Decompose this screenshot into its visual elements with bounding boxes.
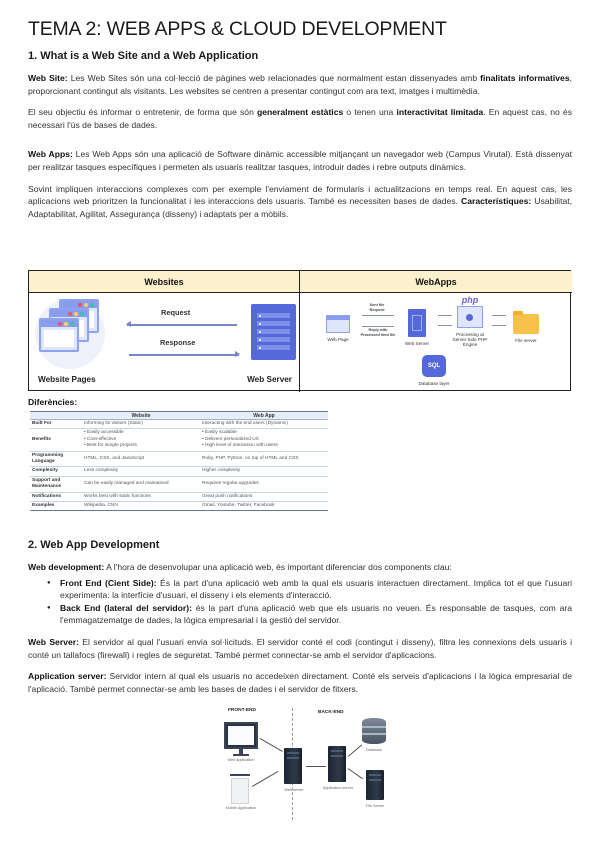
document-page: [28, 18, 572, 229]
paragraph-web-server: Web Server: El servidor al qual l'usuari envia sol·licituds. El servidor conté el codi (contingut i disseny), filtra les connexions dels usuaris i conté un tallafocs (firewall) i regles de seguretat. També permet connectar-se amb el servidor d'aplicacions.: [28, 636, 572, 660]
connection-line: [252, 771, 278, 787]
php-logo: php: [461, 295, 479, 305]
table-row: Examples Wikipedia, CNN Gmail, Youtube, Twitter, Facebook: [30, 502, 328, 511]
websites-diagram: [29, 293, 300, 392]
webapps-diagram: [300, 293, 572, 392]
mobile-application-label: Mobile Application: [225, 806, 257, 810]
paragraph-application-server: Application server: Servidor intern al qual els usuaris no accedeixen directament. Conté els serveis d'aplicacions i la lògica empresarial de l'aplicació. També permet connectar-se amb les bases de dades i el servidor de fitxers.: [28, 671, 572, 694]
request-label: Sent file Request: [369, 303, 385, 312]
term-web-apps: Web Apps:: [28, 149, 73, 160]
table-row: Benefits • Easily accessible • Cost-effective • Best for simple projects • Easily scalable • Delivers personalized UX • High level of interaction with users: [30, 429, 328, 451]
php-processing-node: php Processing at Server Side PHP Engine: [450, 295, 490, 347]
table-row: Built For Informing its visitors (Static) Interacting with the end users (Dynamic): [30, 420, 328, 429]
database-layer-node: SQL Database layer: [414, 355, 454, 386]
web-server-label: Web server: [284, 788, 304, 792]
web-server-node: Web Server: [400, 309, 434, 346]
paragraph-web-site-goal: El seu objectiu és informar o entretenir, de forma que són generalment estàtics o tenen una interactivitat limitada. En aquest cas, no és necessari l'ús de bases de dades.: [28, 107, 572, 130]
request-label: Request: [161, 308, 191, 317]
browser-window-icon: [39, 318, 79, 352]
response-label: Response: [160, 338, 196, 347]
connection-line: [348, 768, 363, 779]
paragraph-web-development: Web development: A l'hora de desenvolupar una aplicació web, és important diferenciar dos components clau:: [28, 562, 452, 572]
connection-line: [306, 766, 326, 767]
reply-label: Reply with Processed html file: [360, 328, 396, 337]
web-server-label: Web Server: [247, 375, 292, 384]
file-server-label: File Server: [365, 804, 385, 808]
arrow-right-icon: [129, 354, 239, 356]
paragraph-web-apps: Web Apps: Les Web Apps són una aplicació de Software dinàmic accessible mitjançant un navegador web (Campus Virutal). Està dissenyat per realitzar tasques específiques i permeten als usuaris realitzar tasques, introduir dades i rebre outputs dinàmics.: [28, 149, 572, 172]
web-page-node: Web Page: [322, 315, 354, 342]
arrow-left-icon: [492, 325, 506, 326]
section-1-heading: 1. What is a Web Site and a Web Application: [28, 50, 259, 62]
arrow-left-icon: [127, 324, 237, 326]
paragraph-web-apps-detail: Sovint impliquen interaccions complexes com per exemple l'enviament de formularis i actualitzacions en temps real. En aquest cas, les aplicacions web prioritzen la funcionalitat i les interaccions dels usuaris. També es necessiten bases de dades. Característiques: Usabilitat, Adaptabilitat, Agilitat, Assegurança (disseny) i adaptats per a mòbils.: [28, 183, 573, 219]
table-row: Support and Maintenance Can be easily managed and maintained Requires regular upgrades: [30, 476, 328, 492]
arrow-left-icon: [362, 326, 394, 327]
table-header-row: [30, 412, 328, 420]
webapps-header: WebApps: [300, 271, 572, 293]
comparison-table: [28, 270, 571, 391]
arrow-right-icon: [492, 315, 506, 316]
paragraph-web-site: Web Site: Les Web Sites són una col·lecció de pàgines web relacionades que normalment estan dissenyades amb finalitats informatives, proporcionant contingut als visitants. Les websites se centren a presentar contingut com ara text, imatges i multimèdia.: [28, 73, 573, 96]
database-label: Database: [365, 748, 383, 752]
list-item-front-end: ● Front End (Cient Side): És la part d'una aplicació web amb la qual els usuaris interactuen directament. Implica tot el que l'usuari experimenta: la interfície d'usuari, el disseny i els elements d'interacció.: [48, 577, 572, 602]
arrow-right-icon: [362, 315, 394, 316]
database-icon: [362, 718, 386, 744]
web-server-icon: [408, 309, 426, 337]
differences-table: [30, 411, 328, 511]
column-webapp: Web App: [200, 412, 328, 420]
file-server-node: File server: [508, 311, 544, 343]
section-2: [28, 539, 572, 704]
php-engine-icon: [457, 306, 483, 328]
application-server-tower-icon: [328, 746, 346, 782]
front-end-label: FRONT-END: [228, 708, 256, 713]
monitor-icon: [224, 722, 258, 749]
web-page-icon: [326, 315, 350, 333]
application-server-label: Application server: [322, 786, 354, 790]
table-row: Notifications Works best with static functions Great push notifications: [30, 492, 328, 501]
list-item-back-end: ● Back End (lateral del servidor): és la part d'una aplicació web que els usuaris no veuen. És responsable de tasques, com ara l'emmagatzematge de dades, la lògica empresarial i la gestió del servidor.: [48, 602, 572, 627]
table-row: Complexity Less complexity Higher complexity: [30, 467, 328, 476]
website-pages-label: Website Pages: [38, 375, 96, 384]
web-server-tower-icon: [284, 748, 302, 784]
differences-title: Diferències:: [28, 397, 78, 407]
websites-header: Websites: [29, 271, 300, 293]
web-application-label: Web application: [227, 758, 255, 762]
page-title: TEMA 2: WEB APPS & CLOUD DEVELOPMENT: [28, 18, 447, 40]
section-2-heading: 2. Web App Development: [28, 539, 160, 551]
folder-icon: [513, 314, 539, 334]
back-end-label: BACK-END: [318, 710, 344, 715]
file-server-icon: [366, 770, 384, 800]
web-server-icon: [251, 304, 296, 360]
term-web-site: Web Site:: [28, 73, 68, 83]
mobile-icon: [231, 778, 249, 804]
sql-database-icon: SQL: [422, 355, 446, 377]
architecture-diagram: [212, 708, 408, 820]
table-row: Programming Language HTML, CSS, and JavaScript Ruby, PHP, Python, on top of HTML and CSS: [30, 451, 328, 467]
connection-line: [260, 738, 283, 752]
column-website: Website: [82, 412, 200, 420]
components-list: [48, 577, 572, 627]
